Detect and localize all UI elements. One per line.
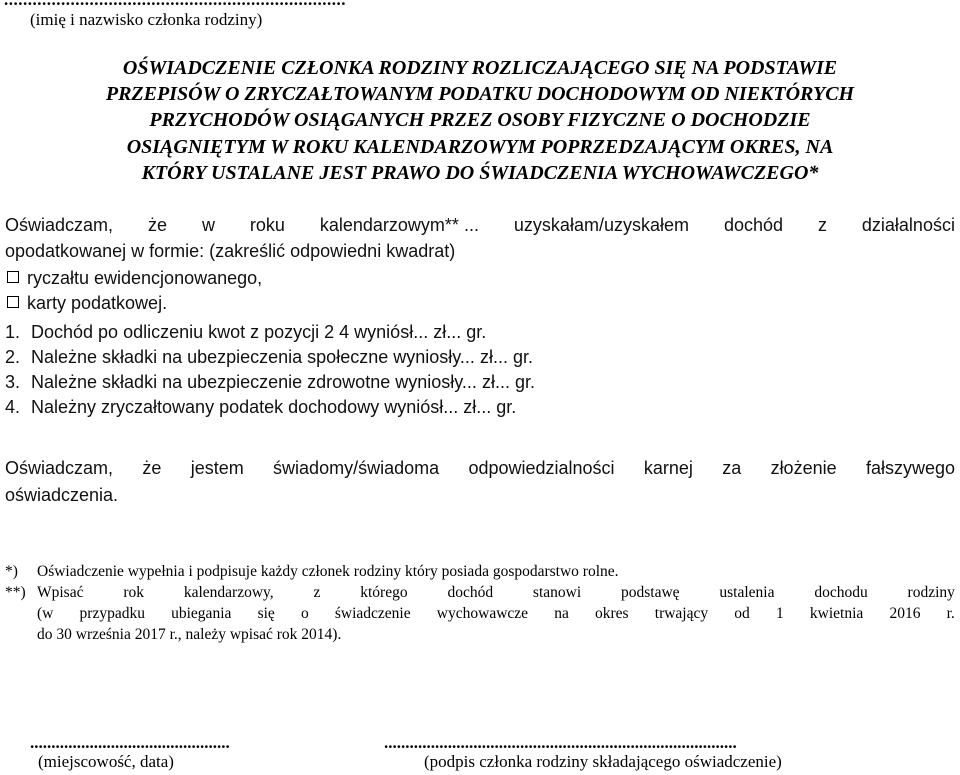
zl-dots[interactable]: ... xyxy=(492,347,508,367)
unit-gr: gr. xyxy=(496,397,517,417)
word: działalności xyxy=(861,215,955,235)
option-label: ryczałtu ewidencjonowanego, xyxy=(27,268,263,288)
unit-zl: zł xyxy=(481,372,495,392)
zl-dots[interactable]: ... xyxy=(494,372,510,392)
checkbox-square-icon[interactable] xyxy=(7,296,19,308)
word: trwający xyxy=(654,605,709,622)
item-number: 4. xyxy=(5,397,21,417)
word: Wpisać xyxy=(37,584,84,601)
word: karnej xyxy=(643,458,693,478)
document-title xyxy=(0,55,960,186)
word: roku xyxy=(249,215,285,235)
declaration-line-2: opodatkowanej w formie: (zakreślić odpowiedni kwadrat) xyxy=(5,241,456,261)
signature-dots[interactable]: ................................................................................... xyxy=(384,733,737,752)
amount-dots[interactable]: ... xyxy=(459,347,475,367)
checkbox-square-icon[interactable] xyxy=(7,271,19,283)
item-text: Należny zryczałtowany podatek dochodowy wyniósł xyxy=(31,397,444,417)
title-line: OSIĄGNIĘTYM W ROKU KALENDARZOWYM POPRZEDZAJĄCYM OKRES, NA xyxy=(126,135,834,158)
word: złożenie xyxy=(770,458,837,478)
footnote-line xyxy=(37,582,955,603)
option-lump-sum[interactable] xyxy=(5,266,262,290)
place-date-label: (miejscowość, data) xyxy=(38,752,174,771)
title-line: PRZEPISÓW O ZRYCZAŁTOWANYM PODATKU DOCHODOWYM OD NIEKTÓRYCH xyxy=(105,83,855,106)
item-text: Dochód po odliczeniu kwot z pozycji 2 4 wyniósł xyxy=(31,322,414,342)
item-text: Należne składki na ubezpieczenia społeczne wyniosły xyxy=(31,347,460,367)
word: w xyxy=(201,215,215,235)
word: dochód xyxy=(447,584,494,601)
footnote-mark: *) xyxy=(5,563,18,580)
item-text: Należne składki na ubezpieczenie zdrowotne wyniosły xyxy=(31,372,462,392)
word: okres xyxy=(595,605,629,622)
word: z xyxy=(313,584,321,601)
word: świadczenie xyxy=(334,605,411,622)
declaration-paragraph xyxy=(5,212,955,264)
word: którego xyxy=(360,584,408,601)
list-item xyxy=(5,345,533,369)
word: stanowi xyxy=(532,584,582,601)
list-item xyxy=(5,370,535,394)
word: 1 xyxy=(775,605,784,622)
word: (w xyxy=(37,605,54,622)
year-dots: ... xyxy=(463,215,479,235)
word: z xyxy=(817,215,827,235)
word: rodziny xyxy=(907,584,955,601)
amount-dots[interactable]: ... xyxy=(413,322,429,342)
list-item xyxy=(5,320,486,344)
word: ubiegania xyxy=(171,605,232,622)
word: kwietnia xyxy=(809,605,864,622)
list-item xyxy=(5,395,516,419)
signature-label: (podpis członka rodziny składającego oświadczenie) xyxy=(424,752,782,771)
word: świadomy/świadoma xyxy=(273,458,440,478)
word: Oświadczam, xyxy=(5,458,114,478)
word: jestem xyxy=(190,458,244,478)
unit-zl: zł xyxy=(479,347,493,367)
unit-gr: gr. xyxy=(512,347,533,367)
place-date-dots[interactable]: ............................................... xyxy=(30,733,230,752)
word: rok xyxy=(123,584,144,601)
word: dochód xyxy=(723,215,783,235)
title-line: OŚWIADCZENIE CZŁONKA RODZINY ROZLICZAJĄCEGO SIĘ NA PODSTAWIE xyxy=(122,57,838,79)
unit-zl: zł xyxy=(463,397,477,417)
option-label: karty podatkowej. xyxy=(27,293,168,313)
word: Oświadczam, xyxy=(5,215,114,235)
option-tax-card[interactable] xyxy=(5,291,167,315)
item-number: 1. xyxy=(5,322,21,342)
unit-zl: zł xyxy=(433,322,447,342)
unit-gr: gr. xyxy=(466,322,487,342)
final-statement-line-2: oświadczenia. xyxy=(5,485,119,505)
item-number: 2. xyxy=(5,347,21,367)
word: za xyxy=(722,458,742,478)
item-number: 3. xyxy=(5,372,21,392)
footnote-text xyxy=(37,582,955,645)
word: kalendarzowym** xyxy=(319,215,459,235)
footnote xyxy=(5,561,955,582)
word: r. xyxy=(946,605,955,622)
word: że xyxy=(147,215,167,235)
word: wychowawcze xyxy=(436,605,529,622)
word: na xyxy=(554,605,569,622)
footnote-text: Oświadczenie wypełnia i podpisuje każdy członek rodziny który posiada gospodarstwo rolne. xyxy=(37,563,619,580)
word: o xyxy=(300,605,309,622)
name-dots-line xyxy=(4,0,346,10)
footnote-line xyxy=(37,603,955,624)
name-label: (imię i nazwisko członka rodziny) xyxy=(30,10,263,29)
unit-gr: gr. xyxy=(514,372,535,392)
footnote-line: do 30 września 2017 r., należy wpisać rok 2014). xyxy=(37,626,342,643)
zl-dots[interactable]: ... xyxy=(476,397,492,417)
amount-dots[interactable]: ... xyxy=(443,397,459,417)
word: fałszywego xyxy=(865,458,955,478)
year-field[interactable] xyxy=(320,212,479,238)
declaration-line-1 xyxy=(5,212,955,238)
word: się xyxy=(257,605,275,622)
final-statement-line-1 xyxy=(5,455,955,482)
word: od xyxy=(734,605,750,622)
word: że xyxy=(142,458,162,478)
word: podstawę xyxy=(620,584,680,601)
title-line: KTÓRY USTALANE JEST PRAWO DO ŚWIADCZENIA WYCHOWAWCZEGO* xyxy=(141,161,819,184)
word: 2016 xyxy=(889,605,921,622)
footnote xyxy=(5,582,955,645)
word: odpowiedzialności xyxy=(468,458,615,478)
zl-dots[interactable]: ... xyxy=(446,322,462,342)
footnote-mark: **) xyxy=(5,584,26,601)
word: kalendarzowy, xyxy=(183,584,274,601)
amount-dots[interactable]: ... xyxy=(461,372,477,392)
word: przypadku xyxy=(79,605,145,622)
title-line: PRZYCHODÓW OSIĄGANYCH PRZEZ OSOBY FIZYCZNE O DOCHODZIE xyxy=(149,109,811,132)
word: uzyskałam/uzyskałem xyxy=(513,215,689,235)
word: ustalenia xyxy=(719,584,775,601)
word: dochodu xyxy=(814,584,868,601)
final-statement xyxy=(5,455,955,509)
